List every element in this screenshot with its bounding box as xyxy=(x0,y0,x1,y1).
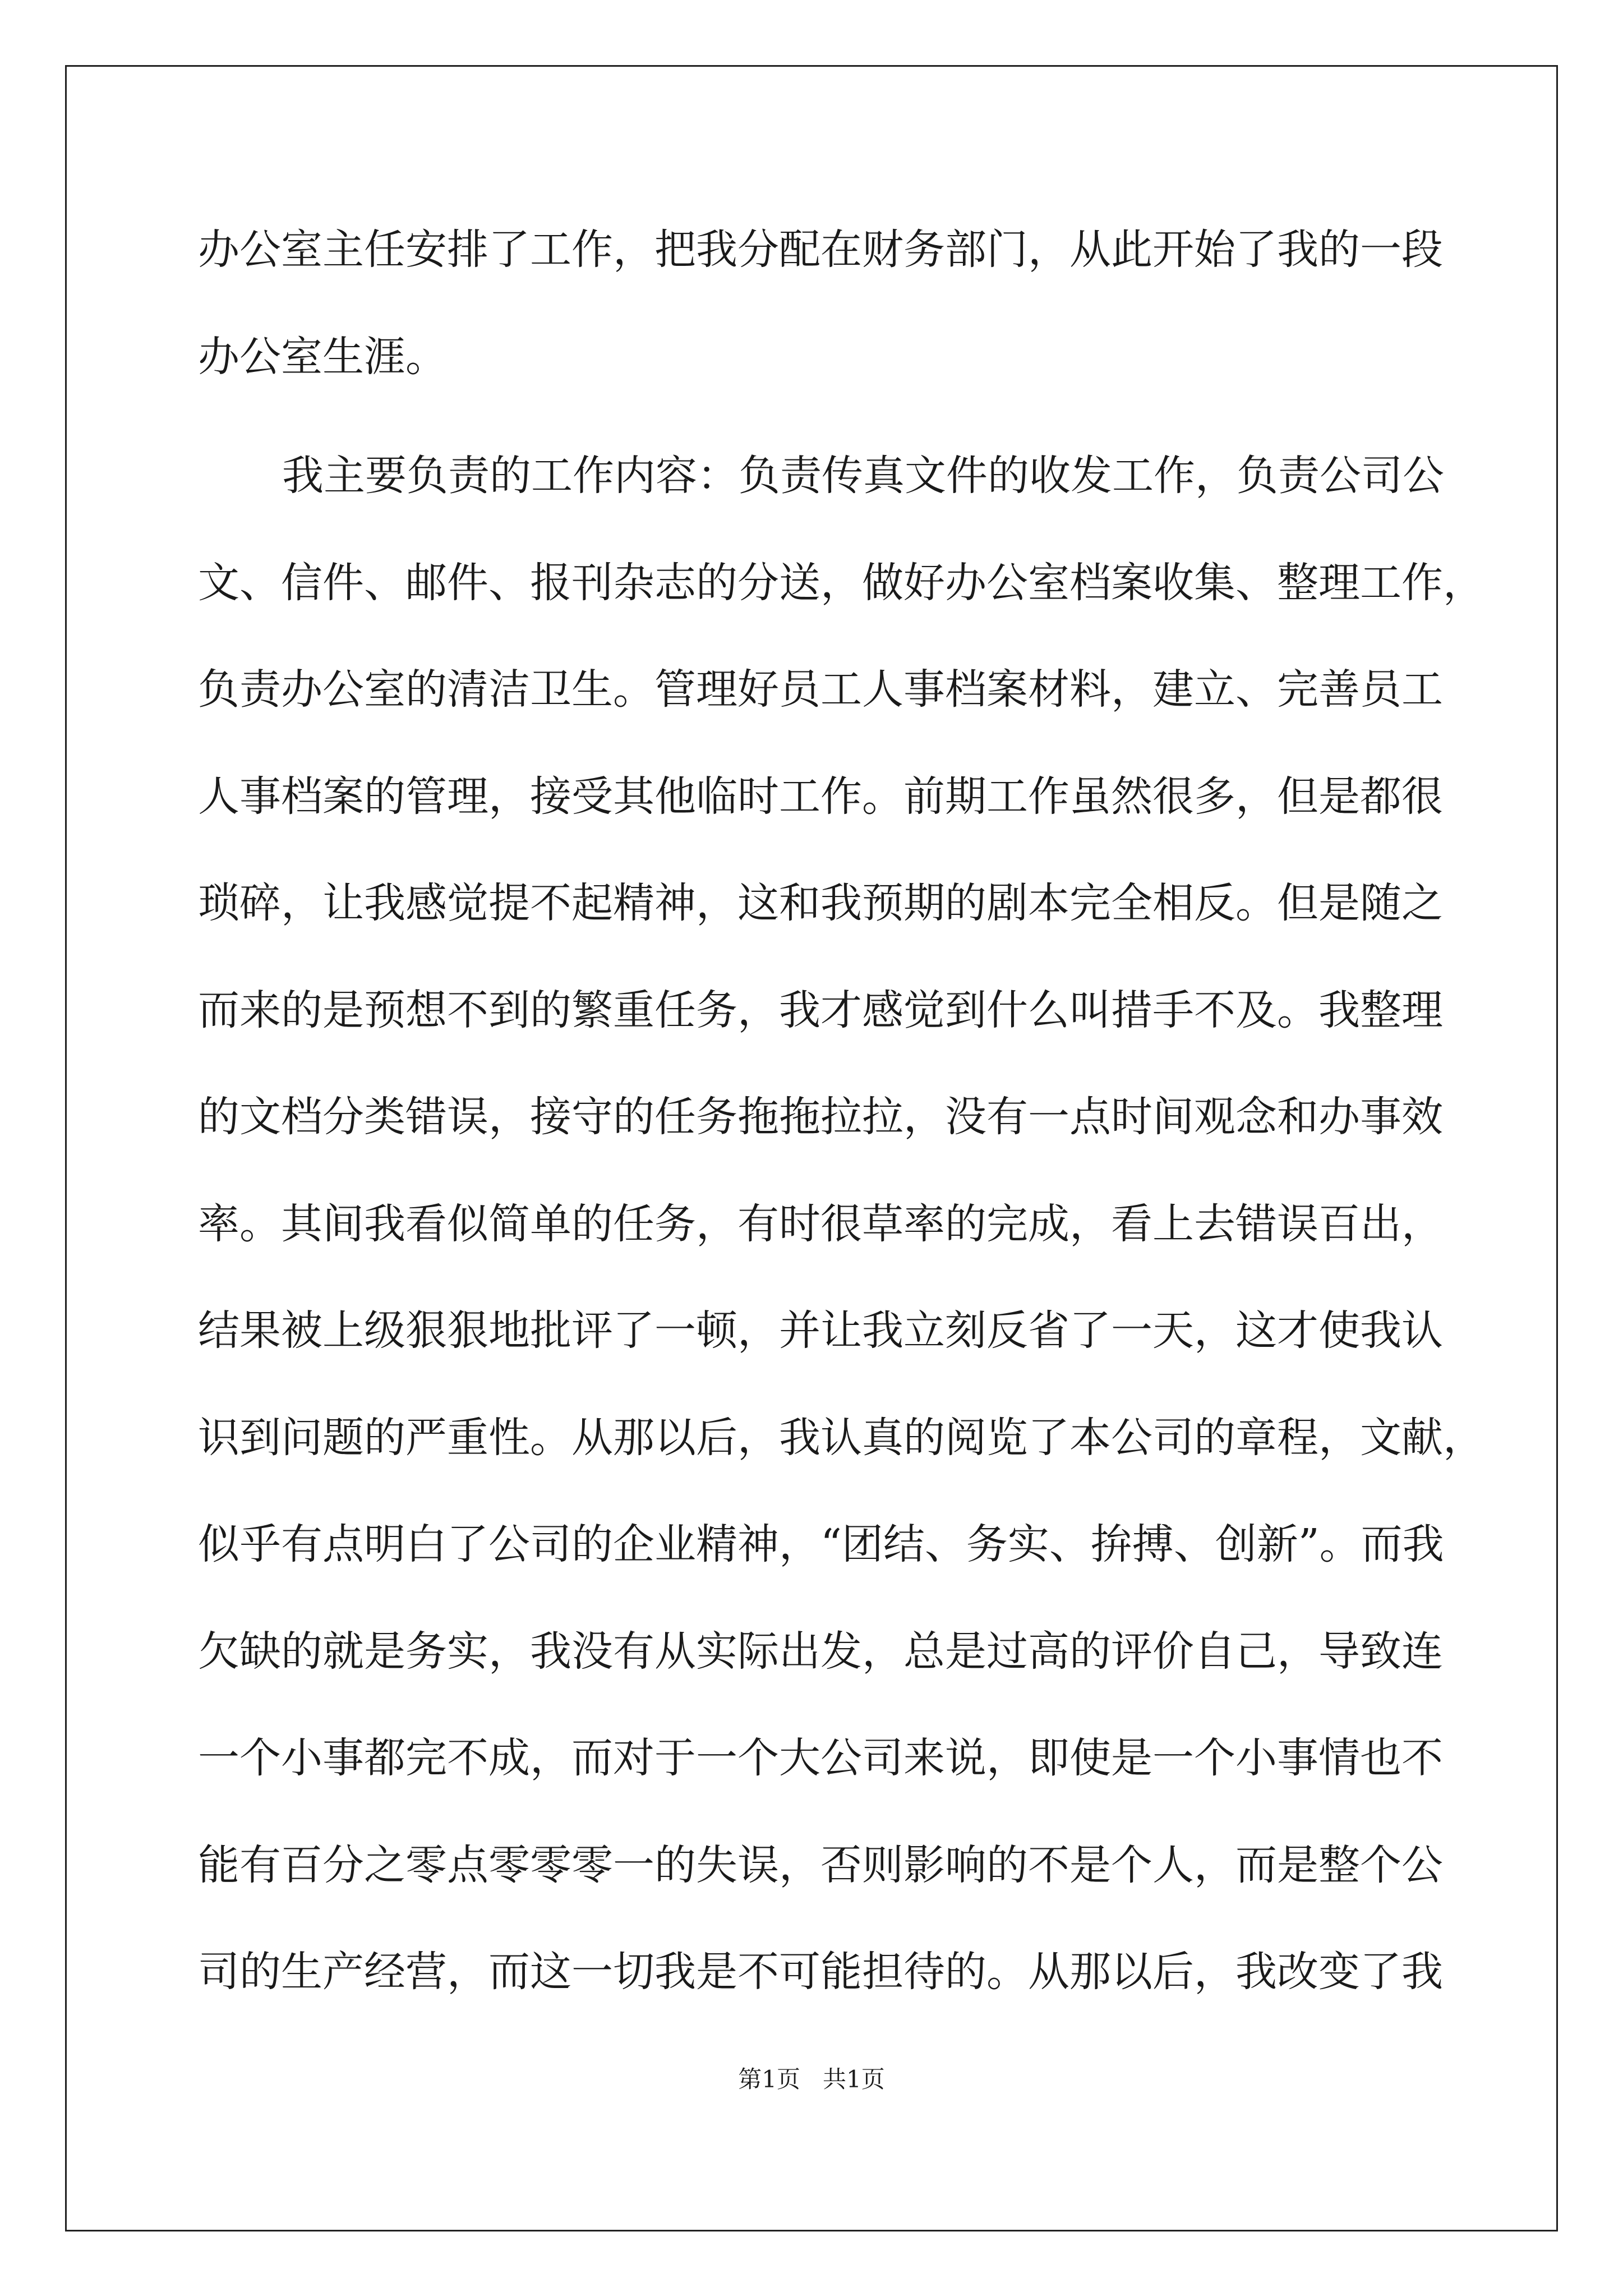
footer-separator xyxy=(800,2065,823,2093)
text-line: 率。其间我看似简单的任务，有时很草率的完成，看上去错误百出， xyxy=(198,1199,1443,1248)
text-line: 似乎有点明白了公司的企业精神，“团结、务实、拚搏、创新”。而我 xyxy=(198,1520,1444,1568)
text-line: 琐碎，让我感觉提不起精神，这和我预期的剧本完全相反。但是随之 xyxy=(198,879,1443,927)
text-line: 而来的是预想不到的繁重任务，我才感觉到什么叫措手不及。我整理 xyxy=(198,986,1443,1034)
page-footer xyxy=(0,2063,1623,2096)
text-line: 司的生产经营，而这一切我是不可能担待的。从那以后，我改变了我 xyxy=(198,1948,1443,1996)
text-line: 文、信件、邮件、报刊杂志的分送，做好办公室档案收集、整理工作， xyxy=(198,558,1484,607)
text-line: 的文档分类错误，接守的任务拖拖拉拉，没有一点时间观念和办事效 xyxy=(198,1093,1443,1141)
text-line: 负责办公室的清洁卫生。管理好员工人事档案材料，建立、完善员工 xyxy=(198,665,1443,714)
page-number: 第1页 xyxy=(738,2065,800,2093)
page-total: 共1页 xyxy=(823,2065,885,2093)
text-line: 我主要负责的工作内容：负责传真文件的收发工作，负责公司公 xyxy=(282,452,1444,500)
text-line: 识到问题的严重性。从那以后，我认真的阅览了本公司的章程，文献， xyxy=(198,1413,1484,1462)
text-line: 一个小事都完不成，而对于一个大公司来说，即使是一个小事情也不 xyxy=(198,1734,1443,1782)
text-line: 人事档案的管理，接受其他临时工作。前期工作虽然很多，但是都很 xyxy=(198,772,1443,821)
text-line: 欠缺的就是务实，我没有从实际出发，总是过高的评价自己，导致连 xyxy=(198,1627,1443,1676)
paragraph-gap xyxy=(198,421,1429,434)
text-line: 办公室生涯。 xyxy=(198,332,447,381)
document-body xyxy=(198,208,1484,2037)
text-line: 结果被上级狠狠地批评了一顿，并让我立刻反省了一天，这才使我认 xyxy=(198,1306,1443,1355)
text-line: 能有百分之零点零零零一的失误，否则影响的不是个人，而是整个公 xyxy=(198,1841,1443,1889)
text-line: 办公室主任安排了工作，把我分配在财务部门，从此开始了我的一段 xyxy=(198,226,1443,274)
